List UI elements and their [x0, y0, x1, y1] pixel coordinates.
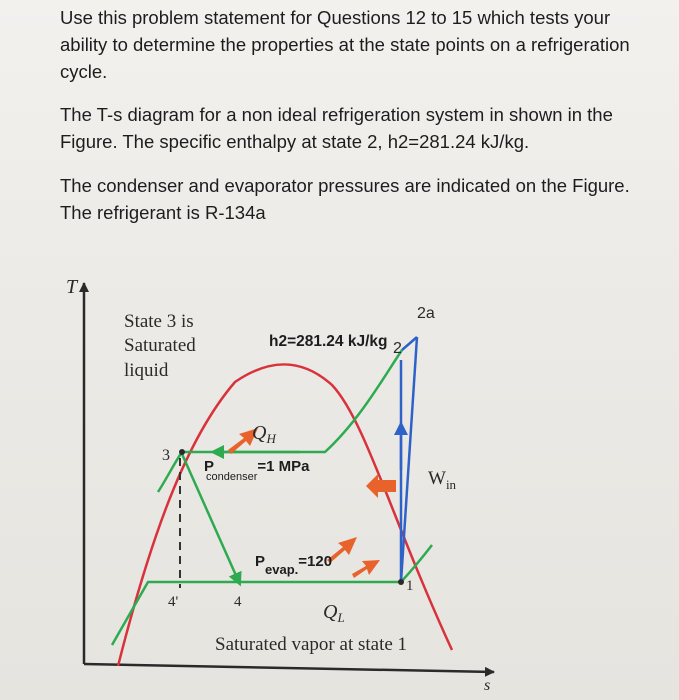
- s-axis: [84, 664, 494, 672]
- win-label: $W_{in}$: [428, 468, 457, 492]
- t-axis-label: T: [66, 276, 78, 298]
- state-1-point: [398, 579, 404, 585]
- compression-line-actual: [401, 337, 417, 582]
- state3-note-line3: liquid: [124, 360, 169, 381]
- p-condenser-label: P condenser=1 MPa: [204, 458, 310, 483]
- evaporator-isobar: [112, 545, 432, 645]
- state3-note-line1: State 3 is: [124, 311, 194, 332]
- ql-label: $Q_L$: [323, 601, 345, 625]
- p-evap-label: Pevap.=120: [255, 553, 333, 577]
- state-1-label: 1: [406, 578, 414, 594]
- state-4-label: 4: [234, 594, 242, 610]
- state-4prime-label: 4': [168, 594, 179, 610]
- problem-paragraph-2: The T-s diagram for a non ideal refrigeration system in shown in the Figure. The specific enthalpy at state 2, h2=281.24 kJ/kg.: [60, 104, 613, 152]
- qh-label: $Q_H$: [252, 422, 276, 446]
- state-2a-label: 2a: [417, 305, 435, 322]
- state-2-label: 2: [393, 340, 402, 357]
- ql-arrow-right: [352, 560, 380, 578]
- problem-paragraph-3: The condenser and evaporator pressures are indicated on the Figure. The refrigerant is R-134a: [60, 175, 630, 223]
- h2-label: h2=281.24 kJ/kg: [269, 333, 388, 350]
- state1-note: Saturated vapor at state 1: [215, 634, 408, 655]
- s-axis-label: s: [484, 677, 491, 694]
- problem-paragraph-1: Use this problem statement for Questions 12 to 15 which tests your ability to determine the properties at the state points on a refrigeration cycle.: [60, 7, 630, 82]
- state-2-2a-connector: [402, 337, 417, 350]
- state-3-label: 3: [162, 447, 170, 464]
- state3-note-line2: Saturated: [124, 335, 196, 356]
- state-3-point: [179, 449, 185, 455]
